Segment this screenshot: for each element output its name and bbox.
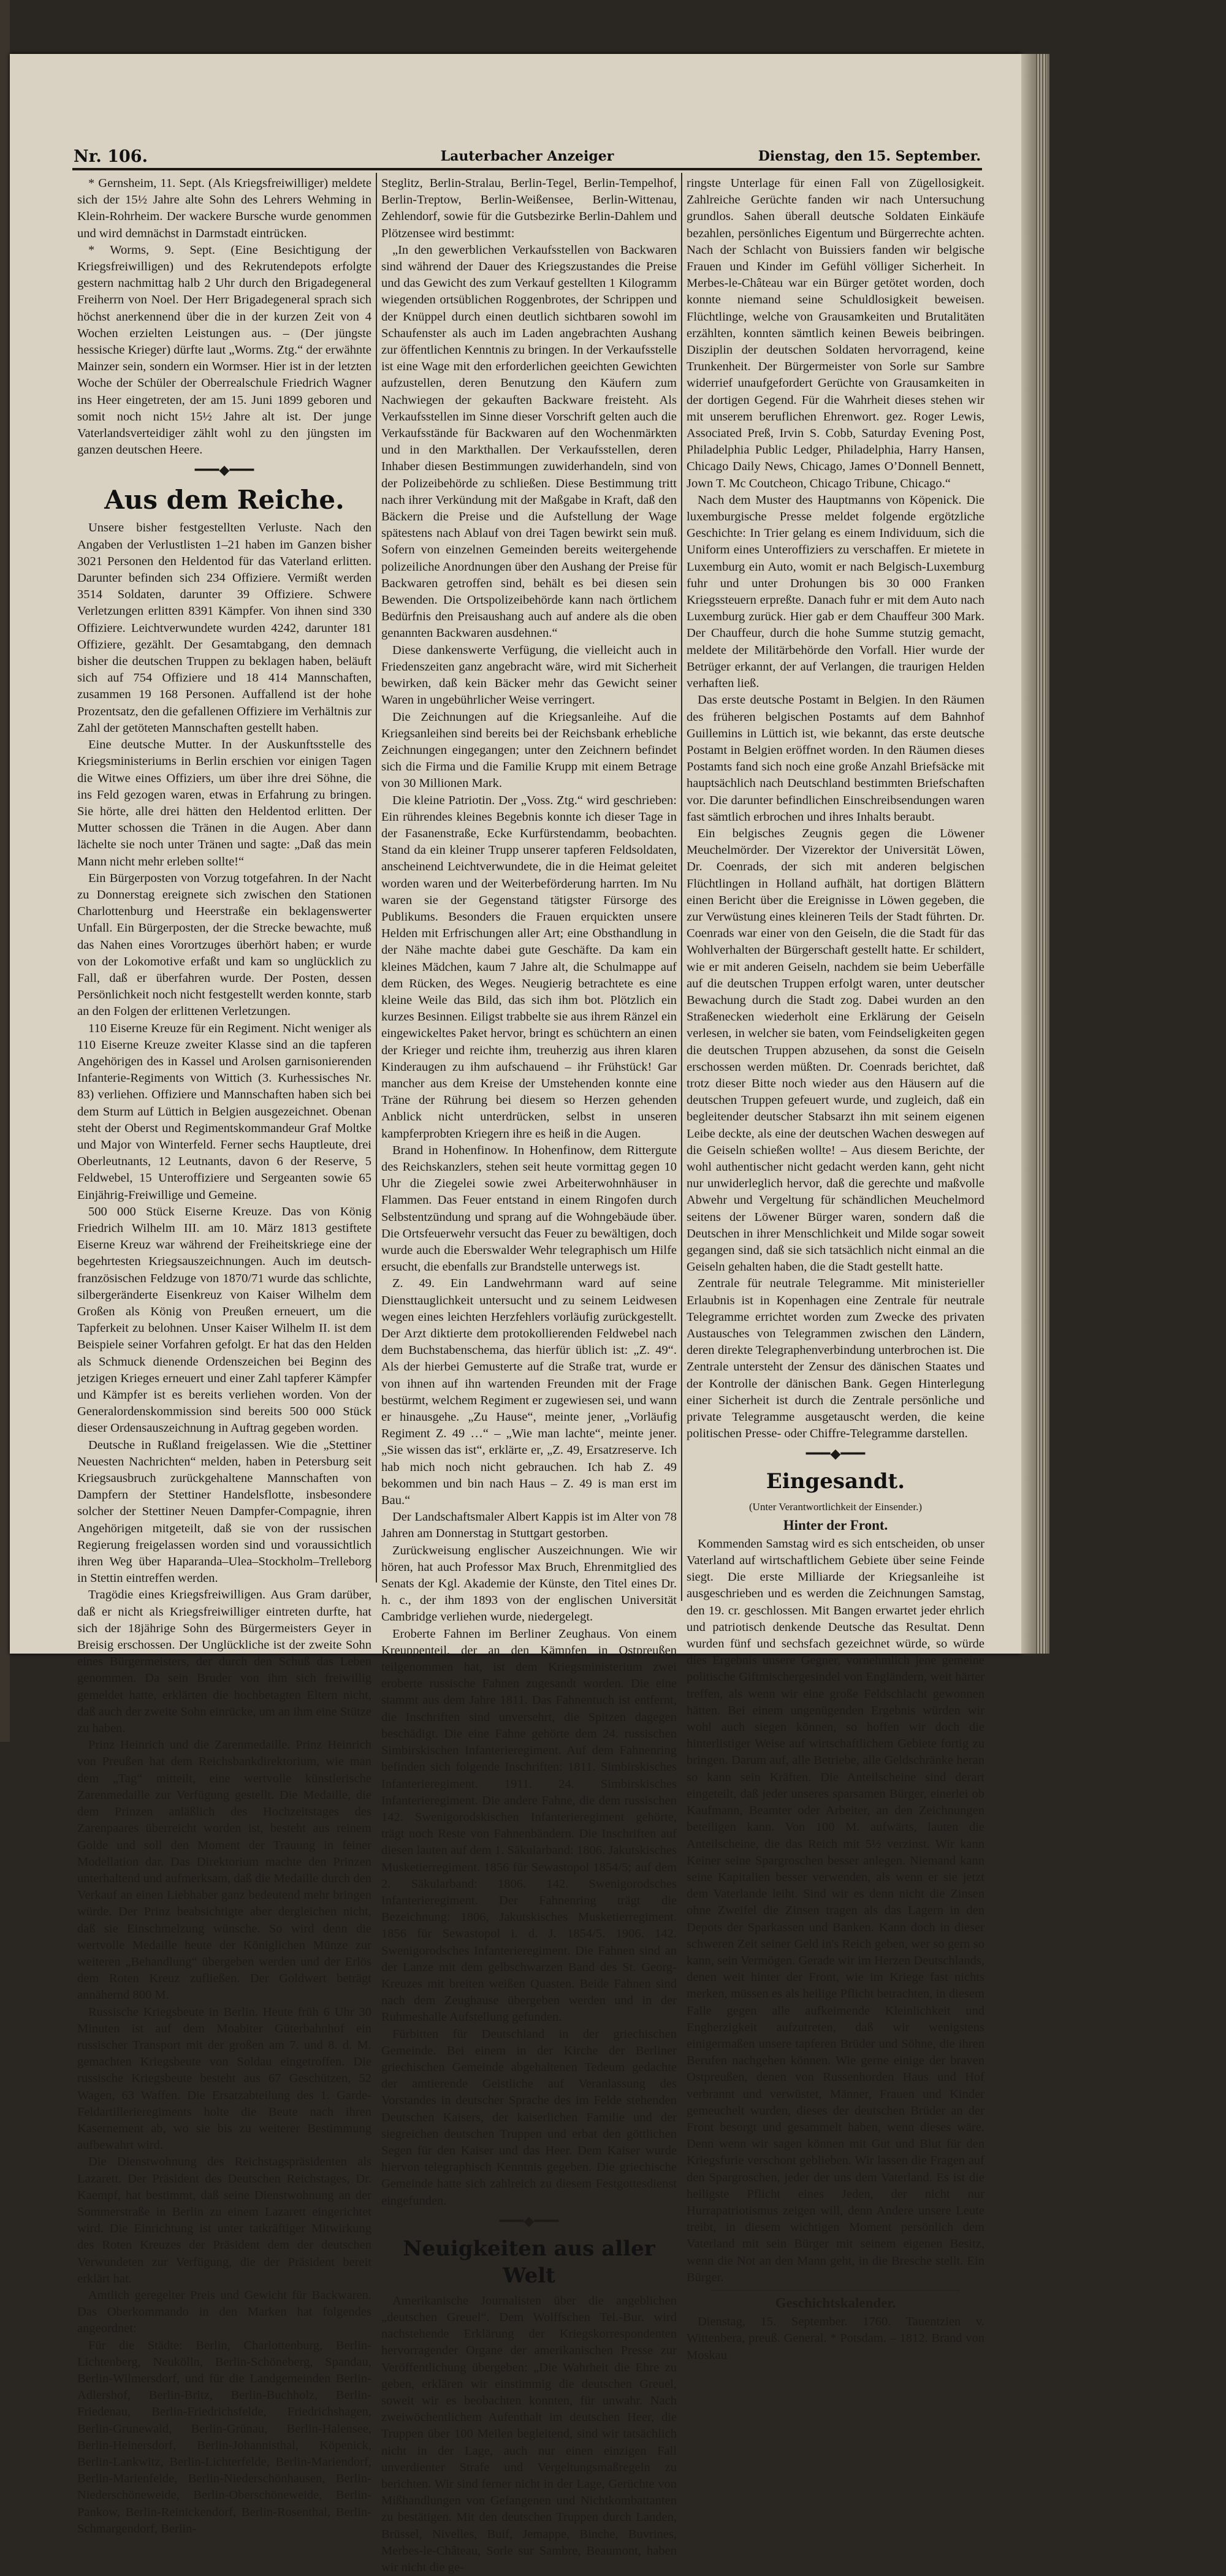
page-header bbox=[74, 147, 981, 168]
article: 500 000 Stück Eiserne Kreuze. Das von König Friedrich Wilhelm III. am 10. März 1813 gestiftete Eiserne Kreuz war während der Freiheitskriege eine der begehrtesten Kriegsauszeichnungen. Auch im deutsch-französischen Feldzuge von 1870/71 wurde das schlichte, silbergeränderte Eisenkreuz von Kaiser Wilhelm dem Großen als König von Preußen erneuert, um die Tapferkeit zu belohnen. Unser Kaiser Wilhelm II. ist dem Beispiele seiner Vorfahren gefolgt. Er hat das den Helden als Schmuck dienende Ordenszeichen bei Beginn des jetzigen Krieges erneuert und einer Zahl tapferer Kämpfer und Kämpfer ist es bereits verliehen worden. Von der Generalordenskommission sind bereits 500 000 Stück dieser Ordensauszeichnung in Auftrag gegeben worden. bbox=[77, 1204, 371, 1435]
article: Russische Kriegsbeute in Berlin. Heute früh 6 Uhr 30 Minuten ist auf dem Moabiter Güterbahnhof ein russischer Transport mit der großen am 7. und 8. d. M. gemachten Kriegsbeute von Soldau eingetroffen. Die russische Kriegsbeute besteht aus 67 Geschützen, 52 Wagen, 63 Waffen. Die Ersatzabteilung des 1. Garde-Feldartillerieregiments holte die Beute nach ihren Kasernement ab, wo sie bis zu weiterer Bestimmung aufbewahrt wird. bbox=[77, 2005, 371, 2152]
divider bbox=[711, 2290, 960, 2291]
article: Für die Städte: Berlin, Charlottenburg, Berlin-Lichtenberg, Neukölln, Berlin-Schöneberg, Spandau, Berlin-Wilmersdorf, und für die Landgemeinden Berlin-Adlershof, Berlin-Britz, Berlin-Buchholz, Berlin-Friedenau, Berlin-Friedrichsfelde, Friedrichshagen, Berlin-Grunewald, Berlin-Grünau, Berlin-Halensee, Berlin-Heinersdorf, Berlin-Johannisthal, Köpenick, Berlin-Lankwitz, Berlin-Lichterfelde, Berlin-Mariendorf, Berlin-Marienfelde, Berlin-Niederschönhausen, Berlin-Niederschöneweide, Berlin-Oberschöneweide, Berlin-Pankow, Berlin-Reinickendorf, Berlin-Rosenthal, Berlin-Schmargendorf, Berlin- bbox=[77, 2338, 371, 2536]
article: Der Landschaftsmaler Albert Kappis ist im Alter von 78 Jahren am Donnerstag in Stuttgart gestorben. bbox=[381, 1510, 677, 1541]
article: Kommenden Samstag wird es sich entscheiden, ob unser Vaterland auf wirtschaftlichem Gebiete über seine Feinde siegt. Die erste Milliarde der Kriegsanleihe ist ausgeschrieben und es werden die Zeichnungen Samstag, den 19. cr. geschlossen. Mit Bangen erwartet jeder ehrlich und patriotisch denkende Deutsche das Resultat. Denn wurden fünf und sechsfach gezeichnet würde, so würde dies Ergebnis unsere Gegner, vornehmlich jene gemeine politische Giftmischergesindel von Engländern, weit härter treffen, als wenn wir eine große Feldschlacht gewonnen hätten. Bei einem ungenügenden Ergebnis würden wir wohl auch siegen können, so hoffen wir doch die hinterlistiger Weise auf wirtschaftlichem Gebiete fortig zu bringen. Darum auf, alle Betriebe, alle Geldschränke heran so kann sein Kräften. Die Anteilscheine sind derart eingeteilt, daß jeder unseres sparsamen Bürger, einerlei ob Kaufmann, Beamter oder Arbeiter, an den Zeichnungen beteiligen kann. Von 100 M. aufwärts, lauten die Anteilscheine, die das Reich mit 5½ verzinst. Wir kann Keiner seine Spargroschen besser anlegen. Niemand kann seine Kapitalien besser verwenden, als wenn er sie jetzt dem Vaterlande leiht. Sind wir es denn nicht die Zinsen ohne Zweifel die Zinsen tragen als das Lagern in den Depots der Sparkassen und Banken. Kann doch in dieser schweren Zeit seiner Geld in's Reich geben, wer so gern so kann, sein Vermögen. Gerade wir im Herzen Deutschlands, denen weit hinter der Front, wie im Kriege fast nichts merken, müssen es als heilige Pflicht betrachten, in diesem Falle gegen alle aufkeimende Kleinlichkeit und Engherzigkeit aufzutreten, daß wir wenigstens einigermaßen unsere tapferen Brüder und Söhne, die ihren Berufen nachgehen können. Wie gerne einige der braven Ostpreußen, denen von Russenhorden Haus und Hof verbrannt und verwüstet, Männer, Frauen und Kinder gemeuchelt wurden, dieses der deutschen Brüder an der Front besorgt und gesammelt haben, wenn dieses wäre. Denn wenn wir sagen können mit Gut und Blut für den Kriegsfurie verschont geblieben. Wir lassen die Fragen auf den Spargroschen, jeder der uns dem Vaterland. Es ist die heiligste Pflicht eines Jeden, der nicht nur Hurrapatriotismus zeigen will, denn Andere unsere Leute treibt, in diesem wichtigen Moment persönlich dem Vaterland mit sein Bürger mit seinem eigenen Besitz, wenn die Not an den Mann geht, in die Bresche stellt. Ein Bürger. bbox=[687, 1537, 984, 2284]
section-heading: Neuigkeiten aus aller Welt bbox=[403, 2236, 655, 2288]
scan-border bbox=[0, 0, 10, 1742]
article: „In den gewerblichen Verkaufsstellen von Backwaren sind während der Dauer des Kriegszustandes die Preise und das Gewicht des zum Verkauf gestellten 1 Kilogramm wiegenden ortsüblichen Roggenbrotes, der Schrippen und der Knüppel durch einen deutlich sichtbaren sowohl im Schaufenster als auch im Laden angebrachten Aushang zur öffentlichen Kenntnis zu bringen. In der Verkaufsstelle ist eine Wage mit den erforderlichen geeichten Gewichten aufzustellen, deren Benutzung den Käufern zum Nachwiegen der gekauften Backware freisteht. Als Verkaufsstellen im Sinne dieser Vorschrift gelten auch die Verkaufsstände für Backwaren auf den Wochenmärkten und in den Markthallen. Der Verkaufsstellen, deren Inhaber diesen Bestimmungen zuwiderhandeln, sind von der Polizeibehörde zu schließen. Diese Bestimmung tritt nach ihrer Verkündung mit der Maßgabe in Kraft, daß den Bäckern die Preise und die Aufstellung der Wage spätestens nach Ablauf von drei Tagen bewirkt sein muß. Sofern von einzelnen Gemeinden bereits weitergehende polizeiliche Anordnungen über den Aushang der Preise für Backwaren getroffen sind, behält es bei diesen sein Bewenden. Die Ortspolizeibehörde kann nach örtlichem Bedürfnis den Preisaushang auch auf andere als die oben genannten Backwaren ausdehnen.“ bbox=[381, 243, 677, 640]
calendar-heading: Geschichtskalender. bbox=[775, 2295, 896, 2311]
article: Eroberte Fahnen im Berliner Zeughaus. Von einem Kreuppenteil, der an den Kämpfen in Ostpreußen teilgenommen hat, ist dem Kriegsministerium zwei eroberte russische Fahnen zugesandt worden. Die eine stammt aus dem Jahre 1811. Das Fahnentuch ist entfernt, die Inschriften sind unversehrt, die Spitzen dagegen beschädigt. Die eine Fahne gehörte dem 24. russischen Simbirskischen Infanterieregiment. Auf dem Fahnenring befinden sich folgende Inschriften: 1811. Simbirskisches Infanterieregiment. 1911. 24. Simbirskisches Infanterieregiment. Die andere Fahne, die dem russischen 142. Swenigorodskischen Infanterieregiment gehörte, trägt noch Reste von Fahnenbändern. Die Inschriften auf diesen lauten auf dem 1. Säkularband: 1806. Jakutskisches Musketierregiment. 1856 für Sewastopol 1854/5; auf dem 2. Säkularband: 1806. 142. Swenigorodsches Infanterieregiment. Der Fahnenring trägt die Bezeichnung: 1806, Jakutskisches Musketierregiment. 1856 für Sewastopol i. d. J. 1854/5. 1906. 142. Swenigorodsches Infanterieregiment. Die Fahnen sind an der Lanze mit dem gelbschwarzen Band des St. Georg-Kreuzes mit breiten weißen Quasten. Beide Fahnen sind nach dem Zeughause übergeben werden und in der Ruhmeshalle Aufstellung gefunden. bbox=[381, 1627, 677, 2024]
article: Das erste deutsche Postamt in Belgien. In den Räumen des früheren belgischen Postamts auf dem Bahnhof Guillemins in Lüttich ist, wie bekannt, das erste deutsche Postamt in Belgien eröffnet worden. In den Räumen dieses Postamts fand sich noch eine große Anzahl Briefsäcke mit hauptsächlich nach Deutschland bestimmten Briefschaften vor. Die darunter befindlichen Einschreibsendungen waren fast sämtlich erbrochen und ihres Inhalts beraubt. bbox=[687, 693, 984, 824]
issue-number: Nr. 106. bbox=[74, 147, 148, 166]
article: Zentrale für neutrale Telegramme. Mit ministerieller Erlaubnis ist in Kopenhagen eine Zentrale für neutrale Telegramme errichtet worden zum Zwecke des privaten Austausches von Telegrammen zwischen den Ländern, deren direkte Telegraphenverbindung unterbrochen ist. Die Zentrale untersteht der Zensur des dänischen Staates und der Kontrolle der dänischen Bank. Gegen Hinterlegung einer Sicherheit ist durch die Zentrale persönliche und private Telegramme ausgetauscht werden, die keine politischen Presse- oder Chiffre-Telegramme darstellen. bbox=[687, 1277, 984, 1441]
article: Diese dankenswerte Verfügung, die vielleicht auch in Friedenszeiten ganz angebracht wäre, wird mit Sicherheit bewirken, daß kein Bäcker mehr das Gewicht seiner Waren in ungebührlicher Weise verringert. bbox=[381, 643, 677, 707]
column-1 bbox=[77, 175, 371, 2536]
article: * Worms, 9. Sept. (Eine Besichtigung der Kriegsfreiwilligen) und des Rekrutendepots erfolgte gestern nachmittag halb 2 Uhr durch den Brigadegeneral Freiherrn von Noel. Der Herr Brigadegeneral sprach sich höchst anerkennend über die in der kurzen Zeit von 4 Wochen erzielten Leistungen aus. – (Der jüngste hessische Krieger) dürfte laut „Worms. Ztg.“ der erwähnte Mainzer sein, sondern ein Wormser. Hier ist in der letzten Woche der Schüler der Oberrealschule Friedrich Wagner ins Heer eingetreten, der am 15. Juni 1899 geboren und somit noch nicht 15½ Jahre alt ist. Der junge Vaterlandsverteidiger zählt wohl zu den jüngsten im ganzen deutschen Heere. bbox=[77, 243, 371, 457]
header-rule bbox=[72, 168, 982, 170]
article: Fürbitten für Deutschland in der griechischen Gemeinde. Bei einem in der Kirche der Berliner griechischen Gemeinde abgehaltenen Tedeum gedachte der amtierende Geistliche auf Veranlassung des Vorstandes in deutscher Sprache des im Felde stehenden Deutschen Kaisers, der kaiserlichen Familie und der siegreichen deutschen Truppen und erbat den göttlichen Segen für den Kaiser und das Heer. Dem Kaiser wurde hiervon telegraphisch Kenntnis gegeben. Die griechische Gemeinde hatte sich zahlreich zu diesem Festgottesdienst eingefunden. bbox=[381, 2027, 677, 2208]
article: Deutsche in Rußland freigelassen. Wie die „Stettiner Neuesten Nachrichten“ melden, haben in Petersburg seit Kriegsausbruch zurückgehaltene Mannschaften von Dampfern der Stettiner Handelsflotte, insbesondere solcher der Stettiner Neuen Dampfer-Compagnie, ihren Angehörigen mitgeteilt, daß sie von der russischen Regierung freigelassen worden sind und voraussichtlich ihren Weg über Haparanda–Ulea–Stockholm–Trelleborg in Stettin eintreffen werden. bbox=[77, 1438, 371, 1586]
section-heading: Aus dem Reiche. bbox=[104, 485, 345, 515]
article: * Gernsheim, 11. Sept. (Als Kriegsfreiwilliger) meldete sich der 15½ Jahre alte Sohn des Lehrers Wehming in Klein-Rohrheim. Der wackere Bursche wurde genommen und wird demnächst in Darmstadt eintrücken. bbox=[77, 177, 371, 240]
article: Die Zeichnungen auf die Kriegsanleihe. Auf die Kriegsanleihen sind bereits bei der Reichsbank erhebliche Zeichnungen eingegangen; unter den Zeichnern befindet sich die Firma und die Familie Krupp mit einem Betrage von 30 Millionen Mark. bbox=[381, 710, 677, 791]
article: Ein belgisches Zeugnis gegen die Löwener Meuchelmörder. Der Vizerektor der Universität Löwen, Dr. Coenrads, der sich mit anderen belgischen Flüchtlingen in Holland aufhält, hat dortigen Blättern einen Bericht über die Ereignisse in Löwen gegeben, die zur Verwüstung eines kleineren Teils der Stadt führten. Dr. Coenrads war einer von den Geiseln, die die Stadt für das Wohlverhalten der Bürgerschaft gestellt hatte. Er schildert, wie er mit anderen Geiseln, nachdem sie beim Ueberfälle auf die deutschen Truppen erfolgt waren, unter deutscher Bewachung durch die Stadt zog. Dabei wurden an den Straßenecken wiederholt eine Erklärung der Geiseln verlesen, in welcher sie baten, vom Feindseligkeiten gegen die deutschen Truppen abzusehen, da sonst die Geiseln erschossen werden müßten. Dr. Coenrads berichtet, daß trotz dieser Bitte noch wieder aus den Häusern auf die deutschen Truppen gefeuert wurde, und zugleich, daß ein begleitender deutscher Stabsarzt ihn mit seinem eigenen Leibe deckte, als eine der deutschen Wachen deswegen auf die Geiseln schießen wollte! – Aus diesem Berichte, der wohl authentischer nicht gedacht werden kann, geht nicht nur unwiderleglich hervor, daß die gerechte und maßvolle Abwehr und Vergeltung für schändlichen Meuchelmord seitens der Löwener Bürger waren, sondern daß die Deutschen in ihrer Menschlichkeit und Milde sogar soweit gegangen sind, daß sie sich tatsächlich nicht einmal an die Geiseln gehalten haben, die die Stadt gestellt hatte. bbox=[687, 826, 984, 1274]
paper-title: Lauterbacher Anzeiger bbox=[440, 148, 614, 164]
article: Steglitz, Berlin-Stralau, Berlin-Tegel, Berlin-Tempelhof, Berlin-Treptow, Berlin-Weißensee, Berlin-Wittenau, Zehlendorf, sowie für die Gutsbezirke Berlin-Dahlem und Plötzensee wird bestimmt: bbox=[381, 177, 677, 240]
article: Tragödie eines Kriegsfreiwilligen. Aus Gram darüber, daß er nicht als Kriegsfreiwilliger eintreten durfte, hat sich der 18jährige Sohn des Bürgermeisters Geyer in Breisig erschossen. Der Unglückliche ist der zweite Sohn eines Bürgermeisters, der durch den Schuß das Leben genommen. Da sein Bruder von ihm sich freiwillig gemeldet hatte, erklärten die hochbetagten Eltern nicht, daß auch der zweite Sohn einrücke, um an ihm eine Stütze zu haben. bbox=[77, 1588, 371, 1736]
article: Brand in Hohenfinow. In Hohenfinow, dem Rittergute des Reichskanzlers, stehen seit heute vormittag gegen 10 Uhr die Ziegelei sowie zwei Arbeiterwohnhäuser in Flammen. Das Feuer entstand in einem Ringofen durch Selbstentzündung und sprang auf die Wohngebäude über. Die Ortsfeuerwehr versucht das Feuer zu bewältigen, doch wurde auch die Eberswalder Wehr telegraphisch um Hilfe ersucht, die ebenfalls zur Brandstelle unterwegs ist. bbox=[381, 1143, 677, 1274]
column-2 bbox=[381, 175, 677, 2575]
article: Die kleine Patriotin. Der „Voss. Ztg.“ wird geschrieben: Ein rührendes kleines Begebnis konnte ich dieser Tage in der Fasanenstraße, Ecke Kurfürstendamm, beobachten. Stand da ein kleiner Trupp unserer tapferen Feldsoldaten, anscheinend Leichtverwundete, die in die Heimat geleitet worden waren und der Weiterbeförderung harrten. Im Nu waren sie der Gegenstand tätigster Fürsorge des Publikums. Besonders die Frauen erquickten unsere Helden mit Erfrischungen aller Art; eine Obsthandlung in der Nähe machte dabei gute Geschäfte. Da kam ein kleines Mädchen, kaum 7 Jahre alt, die Schulmappe auf dem Rücken, des Weges. Neugierig betrachtete es eine kleine Weile das Bild, das sich ihm bot. Plötzlich ein kurzes Besinnen. Eiligst trabbelte sie aus ihrem Ränzel ein eingewickeltes Paket hervor, bringt es schüchtern an einen der Krieger und reichte ihm, treuherzig aus ihren klaren Kinderaugen zu ihm aufschauend – ihr Frühstück! Gar mancher aus dem Kreise der Umstehenden konnte eine Träne der Rührung bei diesem so Herzen gehenden Anblick nicht unterdrücken, selbst in unseren kampferprobten Kriegern ihre es heiß in die Augen. bbox=[381, 793, 677, 1141]
section-heading: Eingesandt. bbox=[766, 1469, 905, 1494]
article: Unsere bisher festgestellten Verluste. Nach den Angaben der Verlustlisten 1–21 haben im Ganzen bisher 3021 Personen den Heldentod für das Vaterland erlitten. Darunter befinden sich 234 Offiziere. Vermißt werden 3514 Soldaten, darunter 39 Offiziere. Schwere Verletzungen erlitten 8391 Kämpfer. Von ihnen sind 330 Offiziere. Leichtverwundete wurden 4242, darunter 181 Offiziere, gezählt. Der Gesamtabgang, den demnach bisher die deutschen Truppen zu beklagen haben, beläuft sich auf 754 Offiziere und 18 414 Mannschaften, zusammen 19 168 Personen. Auffallend ist der hohe Prozentsatz, den die gefallenen Offiziere im Verhältnis zur Zahl der getöteten Mannschaften gestellt haben. bbox=[77, 521, 371, 735]
article: Eine deutsche Mutter. In der Auskunftsstelle des Kriegsministeriums in Berlin erschien vor einigen Tagen die Witwe eines Offiziers, um über ihre drei Söhne, die ins Feld gezogen waren, etwas in Erfahrung zu bringen. Sie hörte, alle drei hätten den Heldentod erlitten. Der Mutter schossen die Tränen in die Augen. Aber dann lächelte sie noch unter Tränen und sagte: „Daß das mein Mann nicht mehr erleben sollte!“ bbox=[77, 738, 371, 868]
column-3 bbox=[687, 175, 984, 2362]
article: 110 Eiserne Kreuze für ein Regiment. Nicht weniger als 110 Eiserne Kreuze zweiter Klasse sind an die tapferen Angehörigen des in Kassel und Arolsen garnisonierenden Infanterie-Regiments von Wittich (3. Kurhessisches Nr. 83) verliehen. Offiziere und Mannschaften haben sich bei dem Sturm auf Lüttich in Belgien ausgezeichnet. Obenan steht der Oberst und Regimentskommandeur Graf Moltke und Major von Winterfeld. Ferner sechs Hauptleute, drei Oberleutnants, 12 Leutnants, davon 6 der Reserve, 5 Feldwebel, 15 Unteroffiziere und Sergeanten sowie 65 Einjährig-Freiwillige und Gemeine. bbox=[77, 1021, 371, 1202]
ornament: ━━━◆━━━ bbox=[194, 462, 254, 478]
ornament: ━━━◆━━━ bbox=[499, 2213, 559, 2228]
article-heading: Hinter der Front. bbox=[783, 1517, 888, 1533]
article: ringste Unterlage für einen Fall von Zügellosigkeit. Zahlreiche Gerüchte fanden wir nach Untersuchung grundlos. Sahen überall deutsche Soldaten Einkäufe bezahlen, persönliches Eigentum und Bürgerrechte achten. Nach der Schlacht von Buissiers fanden wir belgische Frauen und Kinder im Gefühl völliger Sicherheit. In Merbes-le-Château war ein Bürger getötet worden, doch konnte niemand seine Schuldlosigkeit beweisen. Flüchtlinge, welche von Grausamkeiten und Brutalitäten erzählten, konnten sämtlich keinen Beweis beibringen. Disziplin der deutschen Soldaten hervorragend, keine Trunkenheit. Der Bürgermeister von Sorle sur Sambre widerrief unaufgefordert Gerüchte von Grausamkeiten in der dortigen Gegend. Für die Wahrheit dieses stehen wir mit unserem beruflichen Ehrenwort. gez. Roger Lewis, Associated Preß, Irvin S. Cobb, Saturday Evening Post, Philadelphia Public Ledger, Philadelphia, Harry Hansen, Chicago Daily News, Chicago, James O’Donnell Bennett, Jown T. Mc Coutcheon, Chicago Tribune, Chicago.“ bbox=[687, 177, 984, 490]
column-divider bbox=[681, 173, 682, 1601]
issue-date: Dienstag, den 15. September. bbox=[758, 148, 981, 164]
article: Z. 49. Ein Landwehrmann ward auf seine Diensttauglichkeit untersucht und zu seinem Leidwesen wegen eines leichten Herzfehlers vorläufig zurückgestellt. Der Arzt diktierte dem protokollierenden Feldwebel nach dem Buchstabenschema, das hierfür üblich ist: „Z. 49“. Als der hierbei Gemusterte auf die Straße trat, wurde er von ihnen auf ihn wartenden Freunden mit der Frage bestürmt, welchem Regiment er zugewiesen sei, und wann er hinausgehe. „Zu Hause“, meinte jener, „Vorläufig Regiment Z. 49 …“ – „Wie man lachte“, meinte jener. „Sie wissen das ist“, erklärte er, „Z. 49, Ersatzreserve. Ich hab mich noch nicht gebrauchen. Ich hab Z. 49 bekommen und bin nach Haus – Z. 49 is man erst im Bau.“ bbox=[381, 1277, 677, 1508]
article: Amerikanische Journalisten über die angeblichen „deutschen Greuel“. Dem Wolffschen Tel.-Bur. wird nachstehende Erklärung der Kriegskorrespondenten hervorragender Organe der amerikanischen Presse zur Veröffentlichung übergeben: „Die Wahrheit die Ehre zu geben, erklären wir einstimmig die deutschen Greuel, soweit wir es beobachten konnten, für unwahr. Nach zweiwöchentlichem Aufenthalt im deutschen Heer, die Truppen über 100 Meilen begleitend, sind wir tatsächlich nicht in der Lage, auch nur einen einzigen Fall unverdienter Strafe und Vergeltungsmaßregeln zu berichten. Wir sind ferner nicht in der Lage, Gerüchte von Mißhandlungen von Gefangenen und Nichtkombattanten zu bestätigen. Mit den deutschen Truppen durch Landen, Brüssel, Nivelles, Buif, Jemappe, Binche, Buvrines, Merbes-le-Château, Sorle sur Sambre, Beaumont, haben wir nicht die ge- bbox=[381, 2293, 677, 2575]
calendar-entry: Dienstag, 15. September. 1760. Tauentzien v. Wittenbera, preuß. General. * Potsdam. – 1812. Brand von Moskau bbox=[687, 2315, 984, 2362]
article: Nach dem Muster des Hauptmanns von Köpenick. Die luxemburgische Presse meldet folgende ergötzliche Geschichte: In Trier gelang es einem Individuum, sich die Uniform eines Unteroffiziers zu verschaffen. Er mietete in Luxemburg ein Auto, womit er nach Belgisch-Luxemburg fuhr und unter Drohungen bis 30 000 Franken Kriegssteuern erpreßte. Danach fuhr er mit dem Auto nach Luxemburg zurück. Hier gab er dem Chauffeur 300 Mark. Der Chauffeur, durch die hohe Summe stutzig gemacht, meldete der Militärbehörde den Vorfall. Hier wurde der Betrüger erkannt, der auf Verlangen, die traurigen Helden verhaften ließ. bbox=[687, 493, 984, 691]
article: Ein Bürgerposten von Vorzug totgefahren. In der Nacht zu Donnerstag ereignete sich zwischen den Stationen Charlottenburg und Heerstraße ein beklagenswerter Unfall. Ein Bürgerposten, der die Strecke bewachte, muß das Nahen eines Vorortzuges überhört haben; er wurde von der Lokomotive erfaßt und kam so unglücklich zu Fall, daß er überfahren wurde. Der Posten, dessen Persönlichkeit noch nicht festgestellt werden konnte, starb an den Folgen der erlittenen Verletzungen. bbox=[77, 871, 371, 1019]
column-divider bbox=[376, 173, 377, 1582]
article: Prinz Heinrich und die Zarenmedaille. Prinz Heinrich von Preußen hat dem Reichsbankdirektorium, wie man dem „Tag“ mitteilt, eine wertvolle künstlerische Zarenmedaille zur Verfügung gestellt. Die Medaille, die dem Prinzen anläßlich des Hochzeitstages des Zarenpaares überreicht worden ist, besteht aus reinem Golde und soll den Moment der Trauung in feiner Modellation dar. Das Direktorium machte den Prinzen unterhaltend und aufmerksam, daß die Medaille durch den Verkauf an einen Liebhaber ganz bedeutend mehr bringen würde. Der Prinz beabsichtigte aber dergleichen nicht, daß sie Einschmelzung wünsche. So wird denn die wertvolle Medaille heute der Königlichen Münze zur weiteren „Behandlung“ übergeben werden und der Erlös dem Roten Kreuz zufließen. Der Goldwert beträgt annähernd 800 M. bbox=[77, 1738, 371, 2002]
page-stack bbox=[1036, 54, 1047, 1654]
article: Amtlich geregelter Preis und Gewicht für Backwaren. Das Oberkommando in den Marken hat folgendes angeordnet: bbox=[77, 2288, 371, 2336]
article: Zurückweisung englischer Auszeichnungen. Wie wir hören, hat auch Professor Max Bruch, Ehrenmitglied des Senats der Kgl. Akademie der Künste, den Titel eines Dr. h. c., der ihm 1893 von der englischen Universität Cambridge verliehen wurde, niedergelegt. bbox=[381, 1543, 677, 1624]
article: Die Dienstwohnung des Reichstagspräsidenten als Lazarett. Der Präsident des Deutschen Reichstages, Dr. Kaempf, hat bestimmt, daß seine Dienstwohnung an der Sommerstraße in Berlin zu einem Lazarett eingerichtet wird. Die Einrichtung ist unter tatkräftiger Mitwirkung des Roten Kreuzes der Präsident dem der deutschen Verwundeten zur Verfügung, die der Präsident bereit erklärt hat. bbox=[77, 2155, 371, 2285]
editorial-note: (Unter Verantwortlichkeit der Einsender.) bbox=[749, 1501, 922, 1513]
ornament: ━━━◆━━━ bbox=[805, 1446, 866, 1462]
